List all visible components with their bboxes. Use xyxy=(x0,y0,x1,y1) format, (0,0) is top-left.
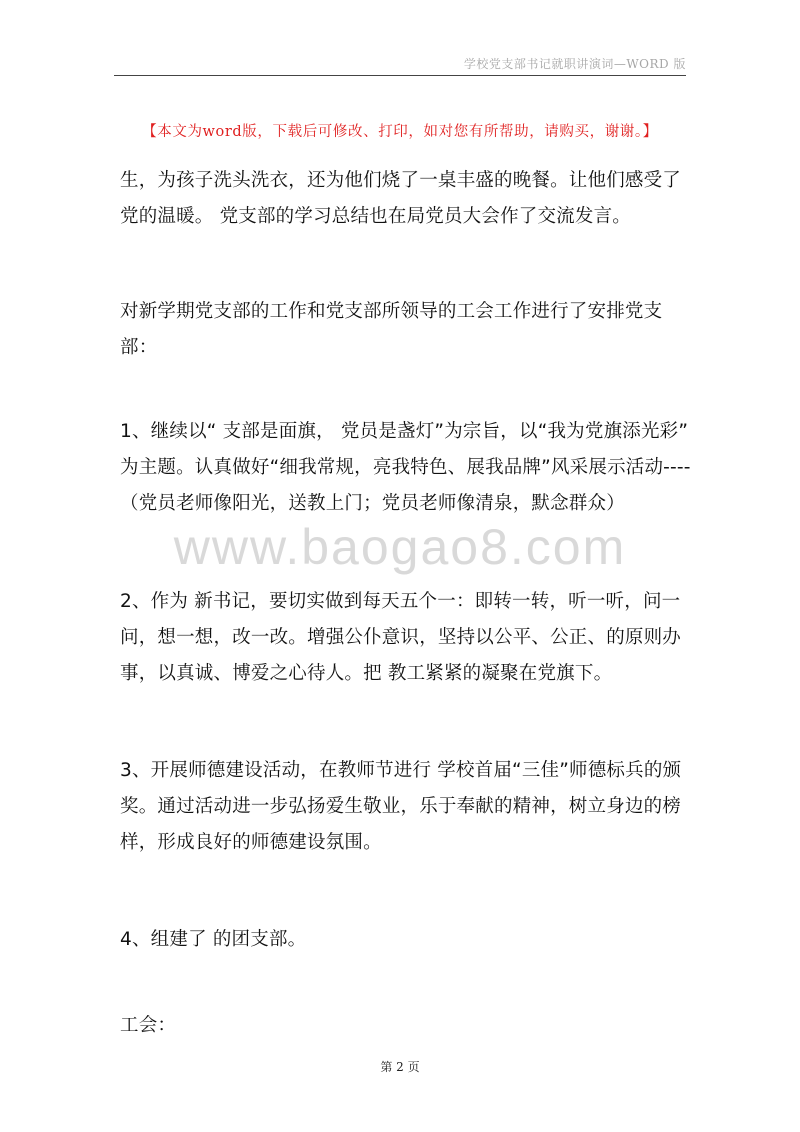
paragraph-line: 样，形成良好的师德建设氛围。 xyxy=(120,832,382,853)
header-title: 学校党支部书记就职讲演词—WORD 版 xyxy=(463,57,686,71)
page-number: 第 2 页 xyxy=(380,1060,420,1074)
paragraph-line: 部： xyxy=(120,337,158,358)
paragraph-6 xyxy=(120,922,684,958)
paragraph-2 xyxy=(120,294,684,366)
paragraph-line: 事，以真诚、博爱之心待人。把 教工紧紧的凝聚在党旗下。 xyxy=(120,663,613,684)
paragraph-4 xyxy=(120,584,684,692)
paragraph-line: 工会： xyxy=(120,1015,177,1036)
paragraph-line: （党员老师像阳光，送教上门；党员老师像清泉，默念群众） xyxy=(120,493,625,514)
paragraph-line: 党的温暖。 党支部的学习总结也在局党员大会作了交流发言。 xyxy=(120,206,631,227)
paragraph-line: 4、组建了 的团支部。 xyxy=(120,929,307,950)
paragraph-line: 3、开展师德建设活动，在教师节进行 学校首届“三佳”师德标兵的颁 xyxy=(120,760,682,781)
paragraph-3 xyxy=(120,414,691,522)
purchase-notice: 【本文为word版，下载后可修改、打印，如对您有所帮助，请购买，谢谢。】 xyxy=(142,124,658,140)
paragraph-line: 生，为孩子洗头洗衣，还为他们烧了一桌丰盛的晚餐。让他们感受了 xyxy=(120,170,682,191)
paragraph-7 xyxy=(120,1008,684,1044)
paragraph-line: 对新学期党支部的工作和党支部所领导的工会工作进行了安排党支 xyxy=(120,301,663,322)
paragraph-line: 问，想一想，改一改。增强公仆意识，坚持以公平、公正、的原则办 xyxy=(120,627,682,648)
header-divider xyxy=(114,75,686,76)
paragraph-line: 1、继续以“ 支部是面旗， 党员是盏灯”为宗旨，以“我为党旗添光彩” xyxy=(120,421,689,442)
paragraph-line: 奖。通过活动进一步弘扬爱生敬业，乐于奉献的精神，树立身边的榜 xyxy=(120,796,682,817)
paragraph-1 xyxy=(120,163,684,235)
watermark: www.baogao8.com xyxy=(173,519,627,575)
paragraph-line: 为主题。认真做好“细我常规，亮我特色、展我品牌”风采展示活动---- xyxy=(120,457,691,478)
paragraph-5 xyxy=(120,753,684,861)
paragraph-line: 2、作为 新书记，要切实做到每天五个一：即转一转，听一听，问一 xyxy=(120,591,681,612)
